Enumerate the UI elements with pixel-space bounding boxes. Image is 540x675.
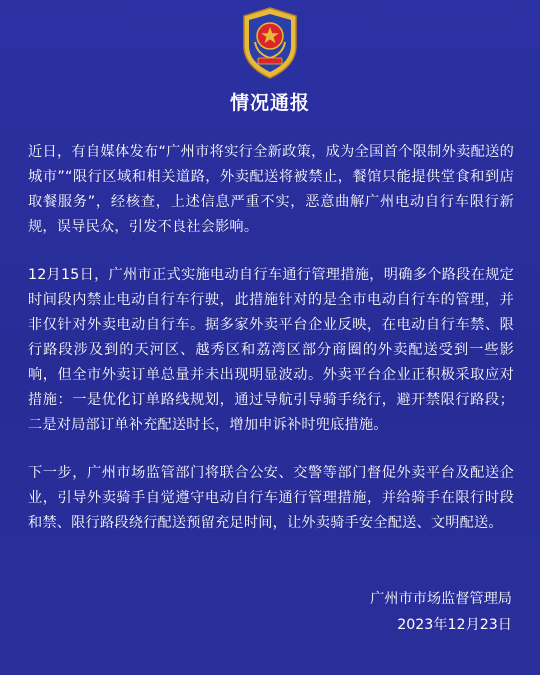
paragraph-3: 下一步，广州市场监管部门将联合公安、交警等部门督促外卖平台及配送企业，引导外卖骑手自觉遵守电动自行车通行管理措施，并给骑手在限行时段和禁、限行路段绕行配送预留充足时间，让外卖骑手安全配送、文明配送。 <box>28 465 514 531</box>
police-badge-icon <box>240 6 300 80</box>
page-title: 情况通报 <box>229 92 310 114</box>
paragraph-2: 12月15日，广州市正式实施电动自行车通行管理措施，明确多个路段在规定时间段内禁止电动自行车行驶，此措施针对的是全市电动自行车的管理，并非仅针对外卖电动自行车。据多家外卖平台企业反映，在电动自行车禁、限行路段涉及到的天河区、越秀区和荔湾区部分商圈的外卖配送受到一些影响，但全市外卖订单总量并未出现明显波动。外卖平台企业正积极采取应对措施：一是优化订单路线规划，通过导航引导骑手绕行，避开禁限行路段；二是对局部订单补充配送时长，增加申诉补时兜底措施。 <box>28 267 514 433</box>
signature-organization: 广州市市场监督管理局 <box>370 591 512 607</box>
paragraph-1: 近日，有自媒体发布“广州市将实行全新政策，成为全国首个限制外卖配送的城市”“限行区域和相关道路，外卖配送将被禁止，餐馆只能提供堂食和到店取餐服务”，经核查，上述信息严重不实，恶意曲解广州电动自行车限行新规，误导民众，引发不良社会影响。 <box>28 144 514 235</box>
signature-date: 2023年12月23日 <box>397 617 512 633</box>
